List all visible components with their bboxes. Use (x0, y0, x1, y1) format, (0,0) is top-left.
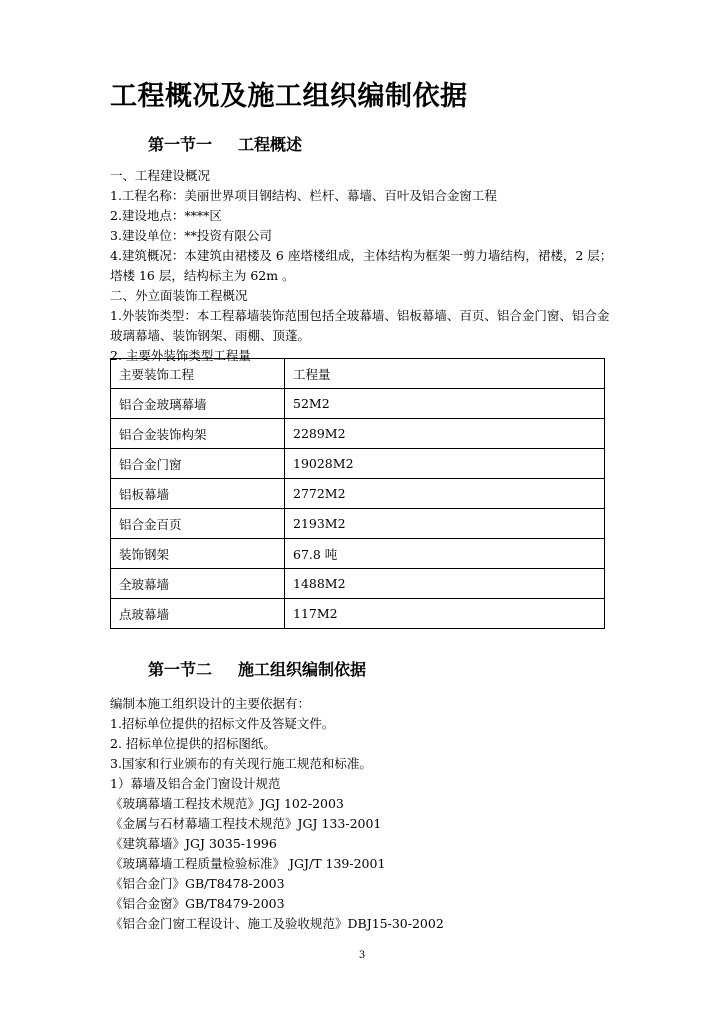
table-cell: 2772M2 (285, 479, 605, 509)
text-line: 《铝合金门》GB/T8478-2003 (110, 876, 285, 891)
text-line: 《铝合金窗》GB/T8479-2003 (110, 896, 285, 911)
table-cell: 52M2 (285, 389, 605, 419)
table-cell: 铝板幕墙 (111, 479, 285, 509)
section-2-name: 施工组织编制依据 (238, 660, 367, 679)
text-line: 1）幕墙及铝合金门窗设计规范 (110, 776, 281, 791)
table-cell: 117M2 (285, 599, 605, 629)
table-cell: 铝合金门窗 (111, 449, 285, 479)
table-row (111, 569, 605, 599)
table-cell: 2289M2 (285, 419, 605, 449)
table-cell: 1488M2 (285, 569, 605, 599)
page-title: 工程概况及施工组织编制依据 (110, 81, 468, 112)
text-line: 1.招标单位提供的招标文件及答疑文件。 (110, 716, 335, 731)
section-1-name: 工程概述 (238, 135, 303, 154)
section-1-heading (148, 132, 302, 155)
table-cell: 铝合金装饰构架 (111, 419, 285, 449)
text-line: 二、外立面装饰工程概况 (110, 288, 248, 303)
table-cell: 铝合金玻璃幕墙 (111, 389, 285, 419)
table-row (111, 539, 605, 569)
text-line: 3.建设单位：**投资有限公司 (110, 228, 272, 243)
table-header-row (111, 359, 605, 389)
table-row (111, 479, 605, 509)
text-line: 《铝合金门窗工程设计、施工及验收规范》DBJ15-30-2002 (110, 916, 444, 931)
text-line: 3.国家和行业颁布的有关现行施工规范和标准。 (110, 756, 372, 771)
decoration-quantity-table (110, 358, 605, 629)
text-paragraph: 1.外装饰类型：本工程幕墙装饰范围包括全玻幕墙、铝板幕墙、百页、铝合金门窗、铝合金玻璃幕墙、装饰钢架、雨棚、顶蓬。 (110, 308, 610, 343)
table-cell: 67.8 吨 (285, 539, 605, 569)
text-line: 一、工程建设概况 (110, 168, 211, 183)
table-row (111, 599, 605, 629)
text-line: 1.工程名称：美丽世界项目钢结构、栏杆、幕墙、百叶及铝合金窗工程 (110, 188, 497, 203)
text-paragraph: 4.建筑概况：本建筑由裙楼及 6 座塔楼组成，主体结构为框架一剪力墙结构，裙楼，2 层；塔楼 16 层，结构标主为 62m 。 (110, 248, 613, 283)
page-number: 3 (358, 950, 366, 961)
section-2-body (110, 694, 620, 934)
text-line: 《玻璃幕墙工程技术规范》JGJ 102-2003 (110, 796, 344, 811)
table-header-cell: 工程量 (285, 359, 605, 389)
text-line: 2. 招标单位提供的招标图纸。 (110, 736, 276, 751)
text-line: 《建筑幕墙》JGJ 3035-1996 (110, 836, 277, 851)
table-cell: 装饰钢架 (111, 539, 285, 569)
text-line: 《玻璃幕墙工程质量检验标准》 JGJ/T 139-2001 (110, 856, 386, 871)
section-1-body (110, 166, 620, 366)
section-2-heading (148, 657, 366, 680)
text-line: 2.建设地点：****区 (110, 208, 222, 223)
table-cell: 全玻幕墙 (111, 569, 285, 599)
text-line: 2. 主要外装饰类型工程量 (110, 348, 251, 363)
table-cell: 铝合金百页 (111, 509, 285, 539)
table-cell: 点玻幕墙 (111, 599, 285, 629)
table-cell: 2193M2 (285, 509, 605, 539)
section-1-number: 第一节一 (148, 135, 213, 154)
section-2-number: 第一节二 (148, 660, 213, 679)
table-row (111, 449, 605, 479)
table-row (111, 419, 605, 449)
text-line: 《金属与石材幕墙工程技术规范》JGJ 133-2001 (110, 816, 382, 831)
table-header-cell: 主要装饰工程 (111, 359, 285, 389)
table-row (111, 389, 605, 419)
table-cell: 19028M2 (285, 449, 605, 479)
table-row (111, 509, 605, 539)
text-line: 编制本施工组织设计的主要依据有： (110, 696, 311, 711)
